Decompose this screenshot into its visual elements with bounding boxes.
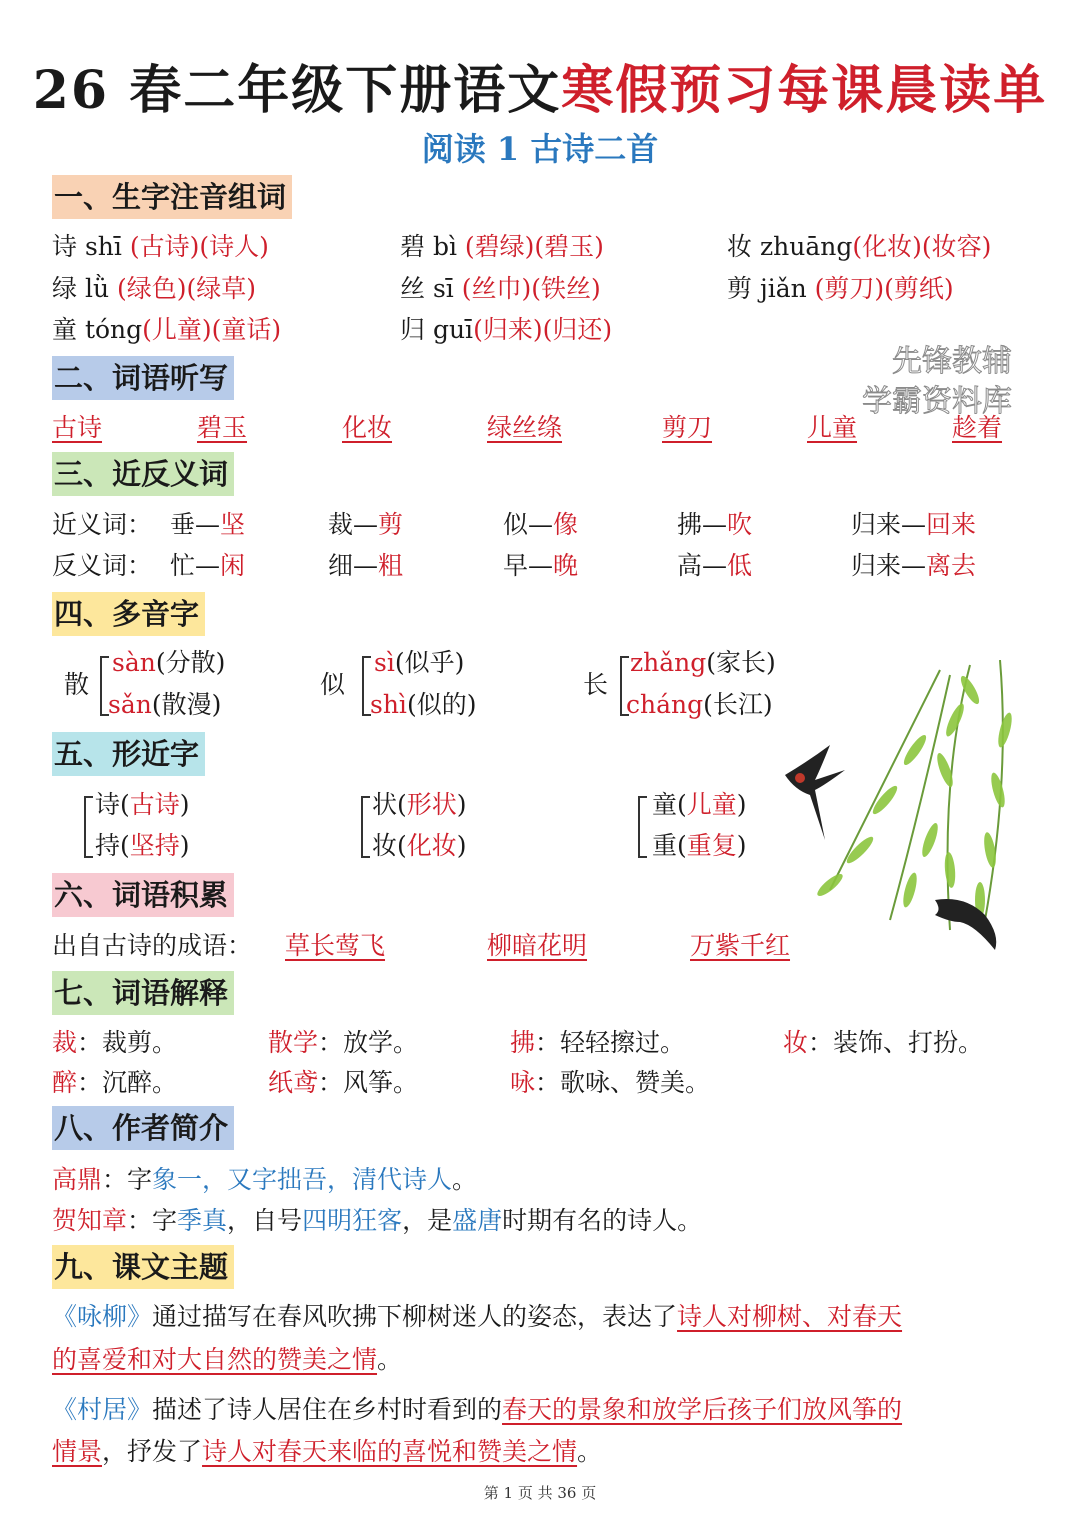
page-footer: 第 1 页 共 36 页	[483, 1484, 597, 1502]
polyphone-char: 散	[64, 670, 90, 699]
char-entry	[727, 272, 954, 306]
synonym-label: 近义词：	[52, 510, 153, 539]
text-segment: 拂	[510, 1028, 536, 1057]
brace	[84, 796, 93, 858]
text-segment: 。	[452, 1165, 478, 1194]
text-segment: 妆(	[372, 831, 407, 860]
text-segment: 归来—	[851, 510, 927, 539]
text-segment: 古诗	[129, 790, 180, 819]
text-segment: 坚持	[129, 831, 180, 860]
similar-char	[652, 829, 747, 863]
text-segment: (长江)	[703, 690, 773, 719]
text-segment: 裁—	[328, 510, 379, 539]
text-segment: 剪	[378, 510, 404, 539]
text-segment: 细—	[328, 551, 379, 580]
similar-char	[95, 829, 190, 863]
text-segment: 时期有名的诗人。	[502, 1206, 703, 1235]
text-segment: 归 guī	[400, 315, 474, 344]
text-segment: 闲	[220, 551, 246, 580]
text-segment: 碧 bì	[400, 232, 465, 261]
text-segment: 高—	[677, 551, 728, 580]
antonym-pair	[677, 549, 752, 583]
polyphone-reading	[374, 646, 464, 680]
dictation-word: 古诗	[52, 413, 103, 442]
theme-line	[52, 1343, 402, 1377]
text-segment: 高鼎	[52, 1165, 103, 1194]
text-segment: (散漫)	[151, 690, 222, 719]
text-segment: (古诗)(诗人)	[129, 232, 269, 261]
synonym-pair	[328, 508, 403, 542]
text-segment: 四明狂客	[302, 1206, 403, 1235]
char-entry	[400, 313, 612, 347]
text-segment: (剪刀)(剪纸)	[814, 274, 954, 303]
page-title	[0, 48, 1080, 123]
text-segment: ：沉醉。	[77, 1068, 178, 1097]
text-segment: )	[456, 790, 467, 819]
dictation-word: 化妆	[342, 413, 393, 442]
section-header-2: 二、词语听写	[52, 356, 234, 400]
text-segment: sǎn	[108, 690, 152, 719]
word-definition	[52, 1026, 177, 1060]
text-segment: 状(	[372, 790, 407, 819]
text-segment: 持(	[95, 831, 130, 860]
section-header-8: 八、作者简介	[52, 1106, 234, 1150]
dictation-word: 绿丝绦	[487, 413, 563, 442]
text-segment: cháng	[626, 690, 704, 719]
dictation-word: 趁着	[952, 413, 1003, 442]
text-segment: 忙—	[170, 551, 221, 580]
text-segment: (家长)	[706, 648, 776, 677]
polyphone-reading	[626, 688, 773, 722]
idiom: 柳暗花明	[487, 931, 588, 960]
dictation-word: 儿童	[807, 413, 858, 442]
antonym-label: 反义词：	[52, 551, 153, 580]
text-segment: 裁	[52, 1028, 78, 1057]
text-segment: ：风筝。	[318, 1068, 419, 1097]
word-definition	[268, 1066, 418, 1100]
text-segment: 归来—	[851, 551, 927, 580]
text-segment: sàn	[112, 648, 156, 677]
text-segment: shì	[370, 690, 407, 719]
text-segment: 诗人对春天来临的喜悦和赞美之情	[202, 1437, 578, 1466]
text-segment: 化妆	[406, 831, 457, 860]
antonym-pair	[851, 549, 976, 583]
text-segment: 早—	[503, 551, 554, 580]
text-segment: zhǎng	[630, 648, 707, 677]
text-segment: 离去	[926, 551, 977, 580]
char-entry	[727, 230, 991, 264]
brace	[361, 796, 370, 858]
text-segment: 拂—	[677, 510, 728, 539]
text-segment: 通过描写在春风吹拂下柳树迷人的姿态，表达了	[152, 1302, 678, 1331]
dictation-word: 碧玉	[197, 413, 248, 442]
text-segment: 春天的景象和放学后孩子们放风筝的	[502, 1395, 903, 1424]
antonym-pair	[328, 549, 403, 583]
text-segment: 剪 jiǎn	[727, 274, 815, 303]
text-segment: ，是	[402, 1206, 453, 1235]
text-segment: 情景	[52, 1437, 103, 1466]
text-segment: )	[736, 790, 747, 819]
idiom: 草长莺飞	[285, 931, 386, 960]
word-definition	[510, 1066, 710, 1100]
swallow-throat	[795, 773, 805, 783]
text-segment: 散学	[268, 1028, 319, 1057]
text-segment: 吹	[727, 510, 753, 539]
polyphone-reading	[630, 646, 776, 680]
word-definition	[52, 1066, 177, 1100]
text-segment: sì	[374, 648, 395, 677]
text-segment: 低	[727, 551, 753, 580]
text-segment: 童 tóng	[52, 315, 143, 344]
synonym-pair	[851, 508, 976, 542]
char-entry	[400, 272, 601, 306]
theme-line	[52, 1300, 902, 1334]
text-segment: ：裁剪。	[77, 1028, 178, 1057]
text-segment: (化妆)(妆容)	[852, 232, 992, 261]
text-segment: 粗	[378, 551, 404, 580]
text-segment: 贺知章	[52, 1206, 128, 1235]
brace	[638, 796, 647, 858]
char-entry	[400, 230, 604, 264]
text-segment: 诗人对柳树、对春天	[677, 1302, 903, 1331]
antonym-pair	[170, 549, 245, 583]
text-segment: 回来	[926, 510, 977, 539]
text-segment: 的喜爱和对大自然的赞美之情	[52, 1345, 378, 1374]
theme-line	[52, 1393, 902, 1427]
text-segment: 盛唐	[452, 1206, 503, 1235]
idiom: 万紫千红	[690, 931, 791, 960]
text-segment: (丝巾)(铁丝)	[461, 274, 601, 303]
idiom-label: 出自古诗的成语：	[52, 931, 253, 960]
text-segment: )	[179, 790, 190, 819]
text-segment: 描述了诗人居住在乡村时看到的	[152, 1395, 503, 1424]
polyphone-reading	[112, 646, 225, 680]
section-header-5: 五、形近字	[52, 732, 205, 776]
text-segment: 绿 lǜ	[52, 274, 117, 303]
text-segment: 重(	[652, 831, 687, 860]
text-segment: (归来)(归还)	[473, 315, 613, 344]
char-entry	[52, 230, 269, 264]
text-segment: 《咏柳》	[52, 1302, 153, 1331]
text-segment: (分散)	[155, 648, 226, 677]
section-header-3: 三、近反义词	[52, 452, 234, 496]
watermark	[862, 342, 1012, 422]
section-header-1: 一、生字注音组词	[52, 175, 292, 219]
similar-char	[95, 788, 190, 822]
text-segment: 诗(	[95, 790, 130, 819]
char-entry	[52, 313, 281, 347]
polyphone-reading	[108, 688, 221, 722]
text-segment: 咏	[510, 1068, 536, 1097]
watermark-line: 先锋教辅	[892, 344, 1012, 379]
willow-leaves-icon	[815, 674, 1015, 918]
text-segment: (绿色)(绿草)	[117, 274, 257, 303]
text-segment: 象一，又字拙吾，清代诗人	[152, 1165, 453, 1194]
watermark-line: 学霸资料库	[862, 384, 1012, 419]
author-bio	[52, 1163, 477, 1197]
text-segment: ：装饰、打扮。	[808, 1028, 984, 1057]
text-segment: )	[456, 831, 467, 860]
text-segment: 像	[553, 510, 579, 539]
author-bio	[52, 1204, 702, 1238]
section-header-4: 四、多音字	[52, 592, 205, 636]
synonym-pair	[677, 508, 752, 542]
text-segment: (碧绿)(碧玉)	[464, 232, 604, 261]
text-segment: ：字	[102, 1165, 153, 1194]
text-segment: 儿童	[686, 790, 737, 819]
text-segment: 坚	[220, 510, 246, 539]
willow-swallow-illustration	[770, 660, 1060, 960]
text-segment: 晚	[553, 551, 579, 580]
section-header-7: 七、词语解释	[52, 971, 234, 1015]
antonym-pair	[503, 549, 578, 583]
text-segment: ：字	[127, 1206, 178, 1235]
dictation-word: 剪刀	[662, 413, 713, 442]
text-segment: (似乎)	[394, 648, 465, 677]
text-segment: ，自号	[227, 1206, 303, 1235]
word-definition	[783, 1026, 983, 1060]
word-definition	[510, 1026, 685, 1060]
lesson-subtitle: 阅读 1 古诗二首	[421, 130, 659, 168]
text-segment: 纸鸢	[268, 1068, 319, 1097]
text-segment: ：放学。	[318, 1028, 419, 1057]
synonym-pair	[503, 508, 578, 542]
synonym-pair	[170, 508, 245, 542]
polyphone-char: 长	[583, 670, 609, 699]
text-segment: 垂—	[170, 510, 221, 539]
text-segment: 童(	[652, 790, 687, 819]
text-segment: 丝 sī	[400, 274, 462, 303]
char-entry	[52, 272, 256, 306]
title-black: 26 春二年级下册语文	[32, 60, 562, 121]
text-segment: (儿童)(童话)	[142, 315, 282, 344]
polyphone-char: 似	[320, 670, 346, 699]
theme-line	[52, 1435, 602, 1469]
text-segment: 形状	[406, 790, 457, 819]
section-header-9: 九、课文主题	[52, 1245, 234, 1289]
text-segment: (似的)	[406, 690, 477, 719]
text-segment: 。	[577, 1437, 603, 1466]
title-red: 寒假预习每课晨读单	[561, 60, 1048, 121]
text-segment: 诗 shī	[52, 232, 130, 261]
text-segment: 醉	[52, 1068, 78, 1097]
text-segment: )	[736, 831, 747, 860]
text-segment: )	[179, 831, 190, 860]
text-segment: 《村居》	[52, 1395, 153, 1424]
text-segment: 似—	[503, 510, 554, 539]
text-segment: 。	[377, 1345, 403, 1374]
text-segment: 季真	[177, 1206, 228, 1235]
section-header-6: 六、词语积累	[52, 873, 234, 917]
word-definition	[268, 1026, 418, 1060]
text-segment: ：歌咏、赞美。	[535, 1068, 711, 1097]
text-segment: ：轻轻擦过。	[535, 1028, 686, 1057]
text-segment: 妆 zhuāng	[727, 232, 853, 261]
similar-char	[372, 829, 467, 863]
similar-char	[372, 788, 467, 822]
text-segment: 重复	[686, 831, 737, 860]
text-segment: 妆	[783, 1028, 809, 1057]
text-segment: ，抒发了	[102, 1437, 203, 1466]
similar-char	[652, 788, 747, 822]
polyphone-reading	[370, 688, 476, 722]
